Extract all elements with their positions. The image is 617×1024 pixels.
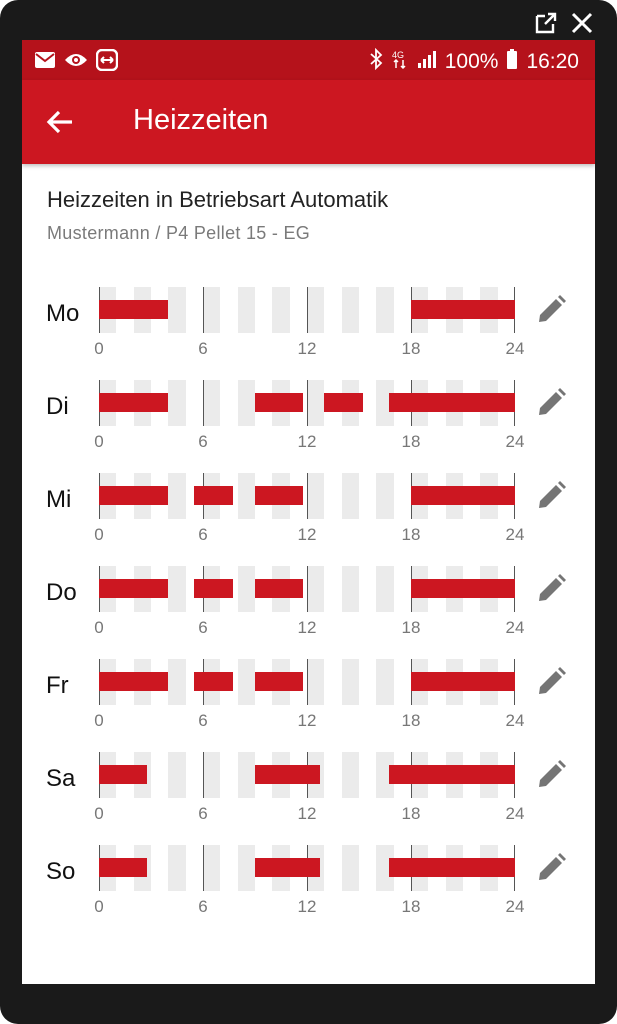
pencil-icon bbox=[534, 479, 568, 513]
hour-stripe bbox=[342, 752, 359, 798]
window-controls bbox=[533, 8, 595, 38]
heating-period bbox=[389, 393, 515, 412]
teamviewer-icon bbox=[96, 49, 118, 76]
time-bar[interactable] bbox=[94, 752, 525, 823]
tick-label: 24 bbox=[505, 897, 525, 916]
hour-stripe bbox=[203, 380, 220, 426]
day-row bbox=[22, 566, 595, 658]
hour-stripe bbox=[376, 473, 393, 519]
tick-label: 12 bbox=[297, 711, 317, 730]
tick-label: 18 bbox=[401, 432, 421, 451]
heating-period bbox=[99, 486, 168, 505]
day-row bbox=[22, 752, 595, 844]
heating-period bbox=[411, 300, 515, 319]
network-4g-icon bbox=[391, 48, 409, 76]
hour-stripe bbox=[168, 566, 185, 612]
edit-day-button[interactable] bbox=[534, 758, 568, 792]
hour-stripe bbox=[238, 566, 255, 612]
hour-gridline bbox=[203, 752, 204, 798]
hour-stripe bbox=[307, 566, 324, 612]
hour-gridline bbox=[307, 473, 308, 519]
day-label: Fr bbox=[46, 672, 69, 699]
hour-stripe bbox=[168, 752, 185, 798]
tick-label: 0 bbox=[94, 711, 104, 730]
heating-period bbox=[255, 765, 320, 784]
heating-period bbox=[99, 393, 168, 412]
hour-stripe bbox=[342, 473, 359, 519]
tick-label: 18 bbox=[401, 804, 421, 823]
hour-stripe bbox=[342, 566, 359, 612]
tick-label: 18 bbox=[401, 897, 421, 916]
tick-label: 0 bbox=[94, 432, 104, 451]
edit-day-button[interactable] bbox=[534, 293, 568, 327]
heating-period bbox=[99, 672, 168, 691]
tick-label: 6 bbox=[198, 618, 208, 637]
tick-label: 18 bbox=[401, 525, 421, 544]
tick-label: 0 bbox=[94, 339, 104, 358]
close-icon[interactable] bbox=[569, 10, 595, 36]
hour-stripe bbox=[203, 287, 220, 333]
tick-label: 18 bbox=[401, 618, 421, 637]
hour-stripe bbox=[238, 845, 255, 891]
app-screen bbox=[22, 40, 595, 984]
heating-period bbox=[255, 672, 303, 691]
app-bar bbox=[22, 80, 595, 164]
tick-label: 0 bbox=[94, 897, 104, 916]
hour-stripe bbox=[238, 659, 255, 705]
hour-stripe bbox=[376, 659, 393, 705]
heating-period bbox=[324, 393, 363, 412]
heating-period bbox=[411, 579, 515, 598]
tick-label: 12 bbox=[297, 339, 317, 358]
hour-gridline bbox=[307, 659, 308, 705]
hour-gridline bbox=[203, 380, 204, 426]
day-row bbox=[22, 659, 595, 751]
day-row bbox=[22, 845, 595, 937]
heating-period bbox=[99, 858, 147, 877]
hour-stripe bbox=[168, 287, 185, 333]
tick-label: 24 bbox=[505, 711, 525, 730]
day-row bbox=[22, 380, 595, 472]
hour-stripe bbox=[238, 380, 255, 426]
tick-label: 0 bbox=[94, 525, 104, 544]
time-bar[interactable] bbox=[94, 287, 525, 358]
hour-stripe bbox=[376, 287, 393, 333]
tick-label: 0 bbox=[94, 804, 104, 823]
edit-day-button[interactable] bbox=[534, 572, 568, 606]
heating-period bbox=[411, 672, 515, 691]
tick-label: 12 bbox=[297, 618, 317, 637]
mail-icon bbox=[34, 51, 56, 74]
bluetooth-icon bbox=[369, 48, 383, 76]
hour-stripe bbox=[376, 566, 393, 612]
hour-stripe bbox=[238, 473, 255, 519]
hour-stripe bbox=[203, 845, 220, 891]
arrow-left-icon bbox=[42, 104, 78, 140]
edit-day-button[interactable] bbox=[534, 386, 568, 420]
day-label: So bbox=[46, 858, 76, 885]
day-label: Di bbox=[46, 393, 69, 420]
heating-period bbox=[194, 672, 233, 691]
heating-period bbox=[194, 579, 233, 598]
hour-stripe bbox=[307, 380, 324, 426]
pencil-icon bbox=[534, 758, 568, 792]
hour-stripe bbox=[168, 380, 185, 426]
edit-day-button[interactable] bbox=[534, 851, 568, 885]
day-label: Sa bbox=[46, 765, 76, 792]
heating-period bbox=[99, 579, 168, 598]
day-row bbox=[22, 287, 595, 379]
hour-gridline bbox=[307, 287, 308, 333]
heating-period bbox=[255, 858, 320, 877]
heating-period bbox=[255, 393, 303, 412]
tick-label: 24 bbox=[505, 804, 525, 823]
heating-period bbox=[194, 486, 233, 505]
pencil-icon bbox=[534, 851, 568, 885]
heating-period bbox=[411, 486, 515, 505]
edit-day-button[interactable] bbox=[534, 479, 568, 513]
day-label: Mi bbox=[46, 486, 72, 513]
section-heading: Heizzeiten in Betriebsart Automatik bbox=[47, 187, 389, 212]
hour-stripe bbox=[203, 752, 220, 798]
tick-label: 18 bbox=[401, 711, 421, 730]
clock: 16:20 bbox=[526, 50, 579, 73]
pencil-icon bbox=[534, 572, 568, 606]
tick-label: 6 bbox=[198, 711, 208, 730]
hour-stripe bbox=[272, 287, 289, 333]
status-bar bbox=[22, 40, 595, 80]
tick-label: 6 bbox=[198, 804, 208, 823]
time-bar[interactable] bbox=[94, 380, 525, 451]
hour-stripe bbox=[238, 752, 255, 798]
svg-text:4G: 4G bbox=[391, 50, 404, 60]
time-bar[interactable] bbox=[94, 566, 525, 637]
hour-gridline bbox=[203, 287, 204, 333]
page-title: Heizzeiten bbox=[133, 104, 269, 136]
heating-period bbox=[99, 300, 168, 319]
back-button[interactable] bbox=[42, 104, 78, 140]
hour-gridline bbox=[307, 380, 308, 426]
time-bar[interactable] bbox=[94, 659, 525, 730]
tick-label: 6 bbox=[198, 432, 208, 451]
tick-label: 6 bbox=[198, 525, 208, 544]
hour-stripe bbox=[307, 287, 324, 333]
tick-label: 0 bbox=[94, 618, 104, 637]
time-bar[interactable] bbox=[94, 473, 525, 544]
hour-stripe bbox=[307, 473, 324, 519]
heating-period bbox=[255, 579, 303, 598]
hour-stripe bbox=[168, 845, 185, 891]
heating-period bbox=[389, 858, 515, 877]
tick-label: 12 bbox=[297, 432, 317, 451]
pencil-icon bbox=[534, 665, 568, 699]
tick-label: 18 bbox=[401, 339, 421, 358]
tick-label: 6 bbox=[198, 339, 208, 358]
pencil-icon bbox=[534, 293, 568, 327]
battery-level: 100% bbox=[444, 50, 499, 73]
tick-label: 24 bbox=[505, 339, 525, 358]
battery-icon bbox=[506, 48, 518, 76]
hour-gridline bbox=[203, 845, 204, 891]
bottom-bezel bbox=[22, 984, 595, 1024]
pencil-icon bbox=[534, 386, 568, 420]
tick-label: 12 bbox=[297, 525, 317, 544]
day-label: Mo bbox=[46, 300, 80, 327]
eye-icon bbox=[64, 51, 88, 74]
open-external-icon[interactable] bbox=[533, 10, 559, 36]
heating-period bbox=[255, 486, 303, 505]
hour-stripe bbox=[307, 659, 324, 705]
tick-label: 24 bbox=[505, 618, 525, 637]
hour-stripe bbox=[168, 473, 185, 519]
heating-period bbox=[99, 765, 147, 784]
hour-stripe bbox=[342, 845, 359, 891]
day-label: Do bbox=[46, 579, 77, 606]
hour-stripe bbox=[342, 659, 359, 705]
hour-stripe bbox=[168, 659, 185, 705]
heating-period bbox=[389, 765, 515, 784]
device-subtitle: Mustermann / P4 Pellet 15 - EG bbox=[47, 223, 311, 243]
day-row bbox=[22, 473, 595, 565]
tick-label: 24 bbox=[505, 432, 525, 451]
hour-stripe bbox=[342, 287, 359, 333]
signal-icon bbox=[417, 49, 437, 75]
tick-label: 12 bbox=[297, 804, 317, 823]
tick-label: 12 bbox=[297, 897, 317, 916]
edit-day-button[interactable] bbox=[534, 665, 568, 699]
hour-stripe bbox=[238, 287, 255, 333]
hour-gridline bbox=[307, 566, 308, 612]
time-bar[interactable] bbox=[94, 845, 525, 916]
tick-label: 6 bbox=[198, 897, 208, 916]
tick-label: 24 bbox=[505, 525, 525, 544]
